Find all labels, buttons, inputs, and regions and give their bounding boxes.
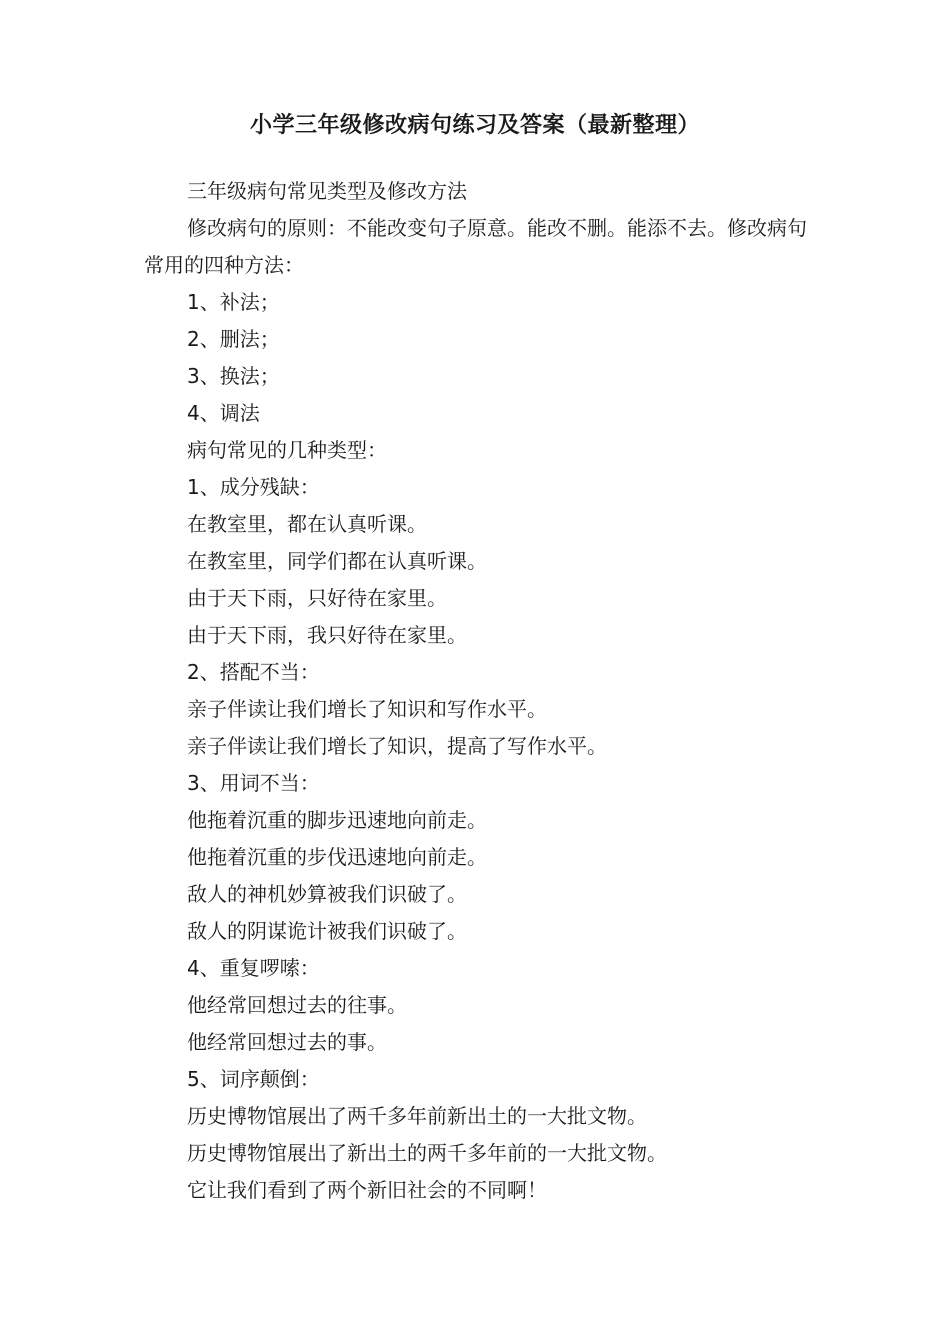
paragraph: 1、补法； [187, 290, 280, 314]
paragraph: 2、删法； [187, 327, 280, 351]
paragraph: 4、调法 [187, 401, 260, 425]
paragraph: 他经常回想过去的往事。 [187, 993, 407, 1017]
paragraph: 他拖着沉重的脚步迅速地向前走。 [187, 808, 487, 832]
paragraph: 由于天下雨，只好待在家里。 [187, 586, 447, 610]
paragraph: 由于天下雨，我只好待在家里。 [187, 623, 467, 647]
paragraph: 亲子伴读让我们增长了知识，提高了写作水平。 [187, 734, 607, 758]
paragraph: 5、词序颠倒： [187, 1067, 320, 1091]
paragraph: 历史博物馆展出了两千多年前新出土的一大批文物。 [187, 1104, 647, 1128]
paragraph: 他拖着沉重的步伐迅速地向前走。 [187, 845, 487, 869]
paragraph: 历史博物馆展出了新出土的两千多年前的一大批文物。 [187, 1141, 667, 1165]
paragraph: 他经常回想过去的事。 [187, 1030, 387, 1054]
paragraph: 4、重复啰嗦： [187, 956, 320, 980]
paragraph: 2、搭配不当： [187, 660, 320, 684]
paragraph: 修改病句的原则：不能改变句子原意。能改不删。能添不去。修改病句常用的四种方法： [144, 216, 807, 277]
paragraph: 亲子伴读让我们增长了知识和写作水平。 [187, 697, 547, 721]
paragraph: 病句常见的几种类型： [187, 438, 387, 462]
paragraph: 1、成分残缺： [187, 475, 320, 499]
document-title: 小学三年级修改病句练习及答案（最新整理） [249, 113, 700, 138]
paragraph: 在教室里，同学们都在认真听课。 [187, 549, 487, 573]
paragraph: 它让我们看到了两个新旧社会的不同啊！ [187, 1178, 547, 1202]
document-body [144, 173, 814, 1209]
paragraph: 3、换法； [187, 364, 280, 388]
paragraph: 3、用词不当： [187, 771, 320, 795]
paragraph: 敌人的神机妙算被我们识破了。 [187, 882, 467, 906]
paragraph: 敌人的阴谋诡计被我们识破了。 [187, 919, 467, 943]
paragraph: 在教室里，都在认真听课。 [187, 512, 427, 536]
paragraph: 三年级病句常见类型及修改方法 [187, 179, 467, 203]
